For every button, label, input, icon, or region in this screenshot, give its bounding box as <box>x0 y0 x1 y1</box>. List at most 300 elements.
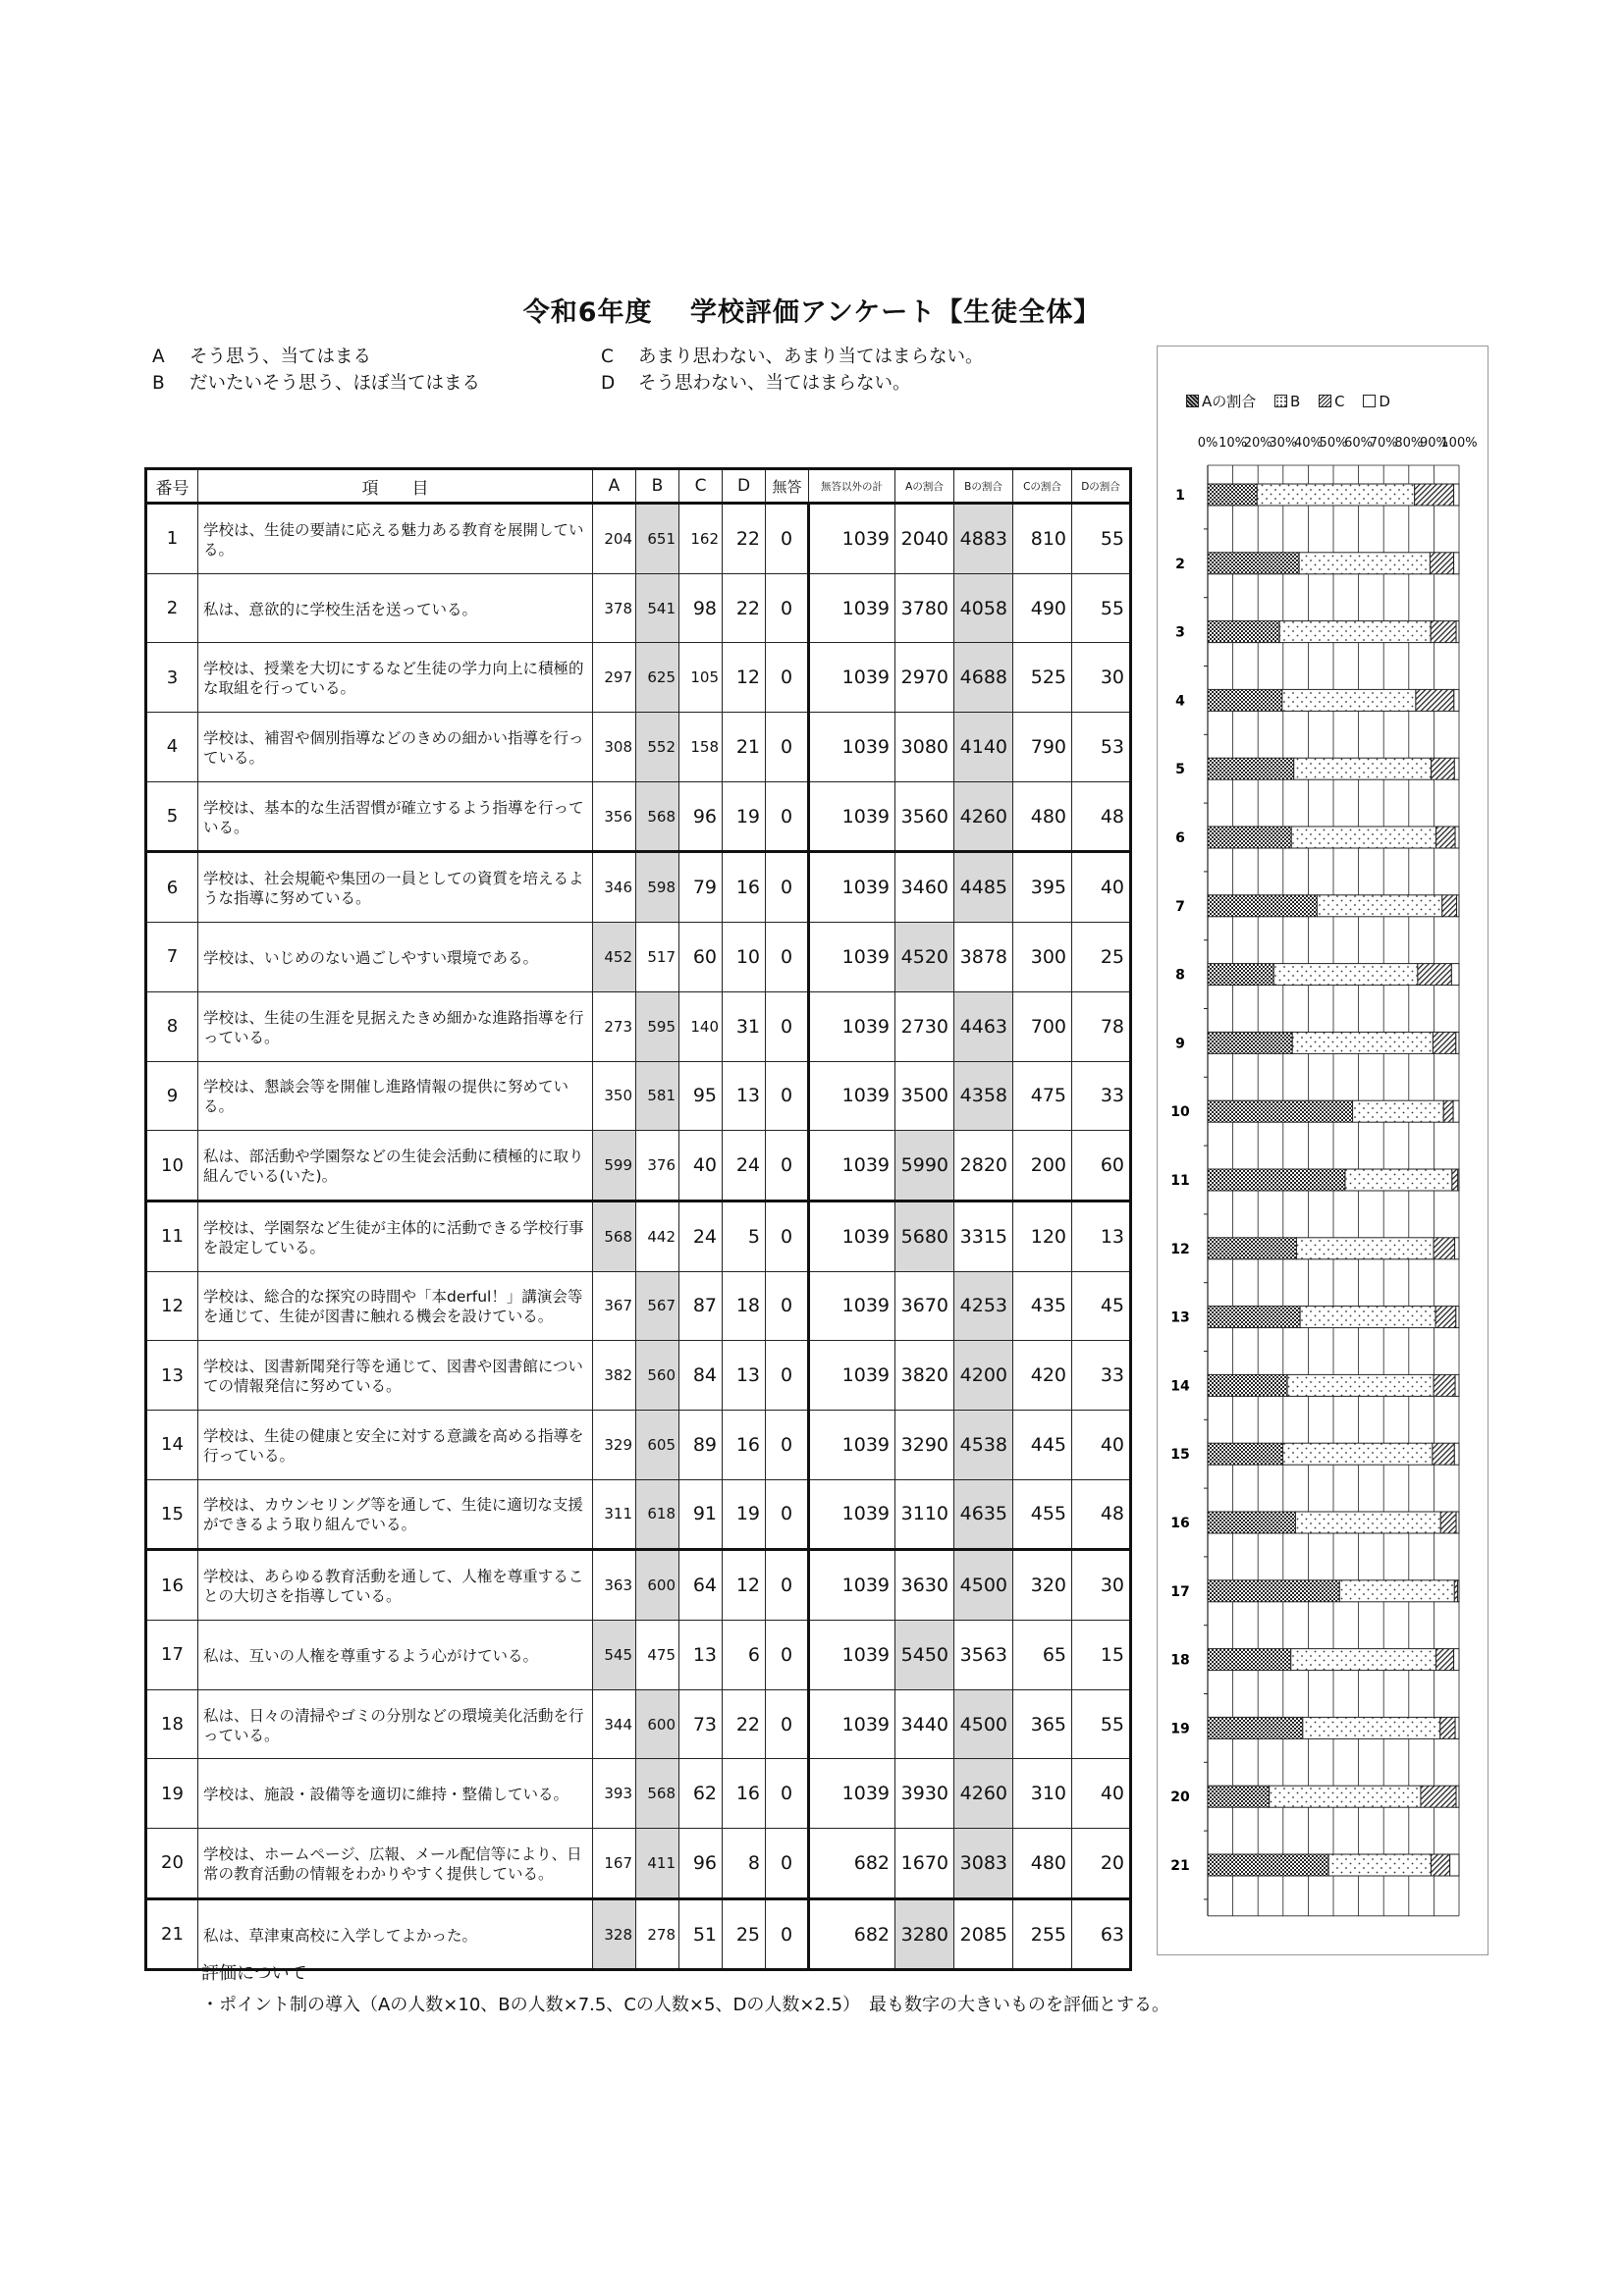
bar-segment-b <box>1353 1100 1444 1122</box>
bar-segment-b <box>1328 1854 1431 1876</box>
row-b: 598 <box>636 852 679 923</box>
row-pd: 45 <box>1072 1271 1131 1341</box>
row-number: 3 <box>146 643 198 713</box>
row-pd: 33 <box>1072 1061 1131 1131</box>
row-a: 328 <box>593 1898 636 1970</box>
row-total: 1039 <box>809 1061 895 1131</box>
bar-segment-c <box>1440 1717 1455 1738</box>
bar-segment-b <box>1300 1307 1435 1328</box>
row-no-answer: 0 <box>766 1271 809 1341</box>
bar-segment-b <box>1317 895 1441 917</box>
axis-tick-label: 80% <box>1394 436 1424 451</box>
table-row <box>146 1061 1131 1131</box>
row-total: 1039 <box>809 1131 895 1201</box>
table-row <box>146 713 1131 782</box>
row-item: 私は、日々の清掃やゴミの分別などの環境美化活動を行っている。 <box>198 1689 593 1759</box>
row-a: 273 <box>593 991 636 1061</box>
chart-category-label: 16 <box>1170 1516 1190 1531</box>
bar-segment-a <box>1208 1786 1270 1807</box>
header-pc: Cの割合 <box>1013 469 1072 504</box>
row-pc: 455 <box>1013 1479 1072 1550</box>
table-row <box>146 852 1131 923</box>
row-pa: 3080 <box>895 713 954 782</box>
row-pa: 3290 <box>895 1410 954 1479</box>
row-pa: 3820 <box>895 1341 954 1411</box>
bar-segment-a <box>1208 1238 1296 1259</box>
bar-segment-a <box>1208 964 1273 986</box>
row-pb: 4500 <box>954 1550 1013 1621</box>
row-no-answer: 0 <box>766 713 809 782</box>
row-pd: 48 <box>1072 1479 1131 1550</box>
bar-segment-a <box>1208 1854 1328 1876</box>
chart-category-label: 21 <box>1170 1858 1190 1874</box>
swatch-d-icon <box>1363 395 1376 407</box>
row-d: 22 <box>723 504 766 574</box>
row-pa: 3460 <box>895 852 954 923</box>
bar-segment-b <box>1270 1786 1421 1807</box>
axis-tick-label: 0% <box>1197 436 1218 451</box>
row-pa: 3500 <box>895 1061 954 1131</box>
row-total: 1039 <box>809 923 895 992</box>
legend-c: C あまり思わない、あまり当てはまらない。 <box>601 347 984 367</box>
row-no-answer: 0 <box>766 573 809 643</box>
legend-right <box>601 344 984 397</box>
row-pb: 4260 <box>954 1759 1013 1829</box>
bar-segment-d <box>1458 1169 1459 1191</box>
row-d: 31 <box>723 991 766 1061</box>
row-b: 442 <box>636 1201 679 1271</box>
row-item: 学校は、生徒の健康と安全に対する意識を高める指導を行っている。 <box>198 1410 593 1479</box>
row-b: 618 <box>636 1479 679 1550</box>
row-b: 605 <box>636 1410 679 1479</box>
chart-category-label: 4 <box>1175 693 1185 710</box>
row-a: 356 <box>593 781 636 852</box>
bar-segment-b <box>1295 1512 1440 1533</box>
bar-segment-d <box>1454 1649 1459 1671</box>
row-pd: 33 <box>1072 1341 1131 1411</box>
header-no-answer: 無答 <box>766 469 809 504</box>
row-a: 308 <box>593 713 636 782</box>
row-c: 84 <box>679 1341 723 1411</box>
chart-category-label: 19 <box>1170 1721 1190 1737</box>
row-pb: 4538 <box>954 1410 1013 1479</box>
swatch-b-icon <box>1274 395 1287 407</box>
row-b: 517 <box>636 923 679 992</box>
axis-tick-label: 40% <box>1293 436 1323 451</box>
bar-segment-c <box>1432 758 1455 779</box>
row-pc: 700 <box>1013 991 1072 1061</box>
row-no-answer: 0 <box>766 1759 809 1829</box>
row-pb: 3083 <box>954 1829 1013 1899</box>
row-pa: 2970 <box>895 643 954 713</box>
row-number: 4 <box>146 713 198 782</box>
bar-segment-d <box>1450 1854 1459 1876</box>
row-pc: 810 <box>1013 504 1072 574</box>
row-pb: 3315 <box>954 1201 1013 1271</box>
row-d: 8 <box>723 1829 766 1899</box>
bar-segment-d <box>1456 1032 1459 1053</box>
row-a: 346 <box>593 852 636 923</box>
chart-category-label: 5 <box>1175 762 1185 778</box>
bar-segment-a <box>1208 1580 1339 1602</box>
row-d: 22 <box>723 573 766 643</box>
bar-segment-a <box>1208 1307 1300 1328</box>
bar-segment-d <box>1456 1512 1459 1533</box>
notes-body: ・ポイント制の導入（Aの人数×10、Bの人数×7.5、Cの人数×5、Dの人数×2.5） 最も数字の大きいものを評価とする。 <box>201 1995 1170 2015</box>
bar-segment-c <box>1436 827 1455 848</box>
row-pb: 4253 <box>954 1271 1013 1341</box>
table-row <box>146 1759 1131 1829</box>
row-b: 475 <box>636 1621 679 1690</box>
axis-tick-label: 90% <box>1419 436 1448 451</box>
row-a: 167 <box>593 1829 636 1899</box>
table-row <box>146 1550 1131 1621</box>
row-d: 5 <box>723 1201 766 1271</box>
row-pc: 525 <box>1013 643 1072 713</box>
row-item: 学校は、いじめのない過ごしやすい環境である。 <box>198 923 593 992</box>
bar-segment-b <box>1291 827 1435 848</box>
row-no-answer: 0 <box>766 781 809 852</box>
row-pd: 60 <box>1072 1131 1131 1201</box>
row-item: 私は、部活動や学園祭などの生徒会活動に積極的に取り組んでいる(いた)。 <box>198 1131 593 1201</box>
row-d: 16 <box>723 1410 766 1479</box>
row-total: 1039 <box>809 1479 895 1550</box>
bar-segment-d <box>1458 1580 1459 1602</box>
chart-legend-b: B <box>1274 393 1300 410</box>
bar-segment-c <box>1443 1100 1453 1122</box>
table-row <box>146 1410 1131 1479</box>
bar-segment-a <box>1208 553 1299 574</box>
row-c: 13 <box>679 1621 723 1690</box>
chart-category-label: 2 <box>1175 556 1185 572</box>
row-pc: 300 <box>1013 923 1072 992</box>
row-d: 16 <box>723 1759 766 1829</box>
row-pd: 30 <box>1072 643 1131 713</box>
table-row <box>146 1689 1131 1759</box>
bar-segment-b <box>1287 1374 1434 1396</box>
row-no-answer: 0 <box>766 1689 809 1759</box>
row-total: 1039 <box>809 1689 895 1759</box>
row-pd: 40 <box>1072 1410 1131 1479</box>
row-d: 24 <box>723 1131 766 1201</box>
row-item: 学校は、補習や個別指導などのきめの細かい指導を行っている。 <box>198 713 593 782</box>
table-row <box>146 1341 1131 1411</box>
row-pb: 2820 <box>954 1131 1013 1201</box>
row-no-answer: 0 <box>766 1550 809 1621</box>
row-a: 350 <box>593 1061 636 1131</box>
row-pc: 445 <box>1013 1410 1072 1479</box>
bar-segment-c <box>1434 1374 1455 1396</box>
bar-segment-d <box>1455 1238 1459 1259</box>
header-pb: Bの割合 <box>954 469 1013 504</box>
row-total: 1039 <box>809 1201 895 1271</box>
row-total: 1039 <box>809 573 895 643</box>
page-title: 令和6年度 学校評価アンケート【生徒全体】 <box>522 297 1102 328</box>
row-b: 567 <box>636 1271 679 1341</box>
row-a: 378 <box>593 573 636 643</box>
row-number: 20 <box>146 1829 198 1899</box>
row-d: 25 <box>723 1898 766 1970</box>
bar-segment-a <box>1208 758 1294 779</box>
row-item: 私は、意欲的に学校生活を送っている。 <box>198 573 593 643</box>
row-number: 1 <box>146 504 198 574</box>
row-c: 24 <box>679 1201 723 1271</box>
row-pc: 255 <box>1013 1898 1072 1970</box>
row-total: 1039 <box>809 1621 895 1690</box>
row-pd: 30 <box>1072 1550 1131 1621</box>
row-pd: 55 <box>1072 504 1131 574</box>
bar-segment-c <box>1415 484 1454 506</box>
chart-category-label: 17 <box>1170 1583 1190 1600</box>
bar-segment-b <box>1273 964 1418 986</box>
row-b: 411 <box>636 1829 679 1899</box>
row-pc: 480 <box>1013 781 1072 852</box>
row-number: 11 <box>146 1201 198 1271</box>
chart-category-label: 13 <box>1170 1309 1190 1326</box>
bar-segment-a <box>1208 1443 1283 1465</box>
row-number: 5 <box>146 781 198 852</box>
row-item: 学校は、あらゆる教育活動を通して、人権を尊重することの大切さを指導している。 <box>198 1550 593 1621</box>
legend-d: D そう思わない、当てはまらない。 <box>601 373 911 394</box>
row-item: 学校は、懇談会等を開催し進路情報の提供に努めている。 <box>198 1061 593 1131</box>
bar-segment-a <box>1208 1100 1353 1122</box>
row-a: 393 <box>593 1759 636 1829</box>
swatch-c-icon <box>1319 395 1331 407</box>
row-a: 344 <box>593 1689 636 1759</box>
row-c: 95 <box>679 1061 723 1131</box>
bar-segment-b <box>1282 689 1416 711</box>
chart-category-label: 15 <box>1170 1447 1190 1464</box>
bar-segment-d <box>1455 1374 1459 1396</box>
row-pb: 4688 <box>954 643 1013 713</box>
row-pb: 4358 <box>954 1061 1013 1131</box>
table-header-row <box>146 469 1131 504</box>
row-pd: 48 <box>1072 781 1131 852</box>
row-pc: 365 <box>1013 1689 1072 1759</box>
row-pb: 4485 <box>954 852 1013 923</box>
chart-category-label: 7 <box>1175 898 1185 915</box>
row-pb: 4883 <box>954 504 1013 574</box>
row-c: 62 <box>679 1759 723 1829</box>
row-d: 13 <box>723 1341 766 1411</box>
chart-category-label: 11 <box>1170 1173 1190 1189</box>
chart-category-label: 9 <box>1175 1036 1185 1052</box>
bar-segment-c <box>1435 1307 1456 1328</box>
row-pd: 40 <box>1072 852 1131 923</box>
legend-a: A そう思う、当てはまる <box>152 347 372 367</box>
row-c: 73 <box>679 1689 723 1759</box>
row-pc: 120 <box>1013 1201 1072 1271</box>
row-d: 16 <box>723 852 766 923</box>
chart-category-label: 10 <box>1170 1104 1190 1121</box>
row-pa: 2730 <box>895 991 954 1061</box>
chart-legend-d: D <box>1363 393 1390 410</box>
row-item: 学校は、カウンセリング等を通して、生徒に適切な支援ができるよう取り組んでいる。 <box>198 1479 593 1550</box>
row-number: 19 <box>146 1759 198 1829</box>
header-pd: Dの割合 <box>1072 469 1131 504</box>
row-c: 105 <box>679 643 723 713</box>
row-pa: 4520 <box>895 923 954 992</box>
row-pa: 3440 <box>895 1689 954 1759</box>
row-total: 1039 <box>809 991 895 1061</box>
table-row <box>146 1621 1131 1690</box>
row-pb: 4058 <box>954 573 1013 643</box>
row-total: 1039 <box>809 1271 895 1341</box>
row-pb: 4635 <box>954 1479 1013 1550</box>
row-pc: 200 <box>1013 1131 1072 1201</box>
row-pc: 320 <box>1013 1550 1072 1621</box>
row-c: 96 <box>679 1829 723 1899</box>
axis-tick-label: 20% <box>1243 436 1272 451</box>
notes <box>201 1958 1169 2021</box>
row-total: 1039 <box>809 1550 895 1621</box>
bar-segment-b <box>1296 1238 1434 1259</box>
row-total: 1039 <box>809 1341 895 1411</box>
bar-segment-c <box>1452 1169 1458 1191</box>
table-row <box>146 573 1131 643</box>
row-no-answer: 0 <box>766 1410 809 1479</box>
row-number: 13 <box>146 1341 198 1411</box>
row-pc: 420 <box>1013 1341 1072 1411</box>
row-number: 6 <box>146 852 198 923</box>
chart-category-label: 20 <box>1170 1789 1190 1806</box>
bar-segment-c <box>1421 1786 1456 1807</box>
row-no-answer: 0 <box>766 504 809 574</box>
bar-segment-d <box>1454 689 1459 711</box>
legend-b: B だいたいそう思う、ほぼ当てはまる <box>152 373 481 394</box>
row-item: 学校は、施設・設備等を適切に維持・整備している。 <box>198 1759 593 1829</box>
axis-tick-label: 50% <box>1319 436 1348 451</box>
bar-segment-a <box>1208 1032 1292 1053</box>
row-number: 15 <box>146 1479 198 1550</box>
bar-segment-d <box>1457 895 1459 917</box>
table-row <box>146 1271 1131 1341</box>
row-a: 363 <box>593 1550 636 1621</box>
row-d: 12 <box>723 643 766 713</box>
header-c: C <box>679 469 723 504</box>
row-item: 学校は、総合的な探究の時間や「本derful！」講演会等を通じて、生徒が図書に触れる機会を設けている。 <box>198 1271 593 1341</box>
bar-segment-d <box>1454 484 1459 506</box>
row-item: 学校は、生徒の要請に応える魅力ある教育を展開している。 <box>198 504 593 574</box>
header-total: 無答以外の計 <box>809 469 895 504</box>
row-no-answer: 0 <box>766 1898 809 1970</box>
row-a: 329 <box>593 1410 636 1479</box>
table-row <box>146 991 1131 1061</box>
row-no-answer: 0 <box>766 1829 809 1899</box>
row-a: 204 <box>593 504 636 574</box>
bar-segment-c <box>1433 1032 1455 1053</box>
chart-category-label: 6 <box>1175 830 1185 846</box>
row-a: 367 <box>593 1271 636 1341</box>
table-row <box>146 923 1131 992</box>
bar-segment-c <box>1416 689 1454 711</box>
row-c: 79 <box>679 852 723 923</box>
row-pd: 25 <box>1072 923 1131 992</box>
row-c: 140 <box>679 991 723 1061</box>
row-b: 581 <box>636 1061 679 1131</box>
row-number: 10 <box>146 1131 198 1201</box>
row-pb: 4260 <box>954 781 1013 852</box>
chart-legend-c: C <box>1319 393 1344 410</box>
row-pc: 310 <box>1013 1759 1072 1829</box>
bar-segment-d <box>1455 827 1459 848</box>
row-total: 1039 <box>809 713 895 782</box>
row-c: 162 <box>679 504 723 574</box>
bar-segment-b <box>1299 553 1430 574</box>
table-row <box>146 781 1131 852</box>
row-pd: 63 <box>1072 1898 1131 1970</box>
row-pa: 3110 <box>895 1479 954 1550</box>
bar-segment-b <box>1294 758 1432 779</box>
row-b: 600 <box>636 1550 679 1621</box>
row-pd: 13 <box>1072 1201 1131 1271</box>
row-pd: 15 <box>1072 1621 1131 1690</box>
bar-segment-d <box>1451 964 1459 986</box>
row-c: 98 <box>679 573 723 643</box>
row-c: 158 <box>679 713 723 782</box>
row-pd: 55 <box>1072 573 1131 643</box>
row-total: 1039 <box>809 643 895 713</box>
bar-segment-b <box>1339 1580 1454 1602</box>
row-item: 学校は、学園祭など生徒が主体的に活動できる学校行事を設定している。 <box>198 1201 593 1271</box>
row-pd: 78 <box>1072 991 1131 1061</box>
row-no-answer: 0 <box>766 1621 809 1690</box>
row-total: 1039 <box>809 1759 895 1829</box>
header-b: B <box>636 469 679 504</box>
row-b: 552 <box>636 713 679 782</box>
table-row <box>146 643 1131 713</box>
bar-segment-c <box>1442 895 1457 917</box>
row-a: 545 <box>593 1621 636 1690</box>
bar-segment-a <box>1208 1374 1287 1396</box>
row-pb: 2085 <box>954 1898 1013 1970</box>
axis-tick-label: 60% <box>1344 436 1374 451</box>
row-d: 22 <box>723 1689 766 1759</box>
chart-category-label: 14 <box>1170 1378 1190 1395</box>
row-pa: 5450 <box>895 1621 954 1690</box>
row-d: 19 <box>723 781 766 852</box>
axis-tick-label: 30% <box>1269 436 1298 451</box>
row-b: 278 <box>636 1898 679 1970</box>
chart-category-label: 18 <box>1170 1652 1190 1669</box>
bar-segment-c <box>1431 1854 1449 1876</box>
row-pb: 4200 <box>954 1341 1013 1411</box>
row-pa: 2040 <box>895 504 954 574</box>
row-pb: 4500 <box>954 1689 1013 1759</box>
row-no-answer: 0 <box>766 1061 809 1131</box>
bar-segment-b <box>1257 484 1414 506</box>
row-d: 10 <box>723 923 766 992</box>
row-a: 297 <box>593 643 636 713</box>
notes-heading: 評価について <box>201 1963 307 1984</box>
chart-category-label: 1 <box>1175 488 1185 504</box>
bar-segment-b <box>1283 1443 1433 1465</box>
row-number: 17 <box>146 1621 198 1690</box>
row-b: 568 <box>636 781 679 852</box>
header-no: 番号 <box>146 469 198 504</box>
row-c: 64 <box>679 1550 723 1621</box>
header-item: 項 目 <box>198 469 593 504</box>
header-a: A <box>593 469 636 504</box>
bar-segment-c <box>1440 1512 1456 1533</box>
row-d: 13 <box>723 1061 766 1131</box>
row-pa: 3280 <box>895 1898 954 1970</box>
row-item: 私は、草津東高校に入学してよかった。 <box>198 1898 593 1970</box>
row-no-answer: 0 <box>766 1131 809 1201</box>
swatch-a-icon <box>1186 395 1199 407</box>
bar-segment-d <box>1454 1443 1459 1465</box>
row-no-answer: 0 <box>766 643 809 713</box>
